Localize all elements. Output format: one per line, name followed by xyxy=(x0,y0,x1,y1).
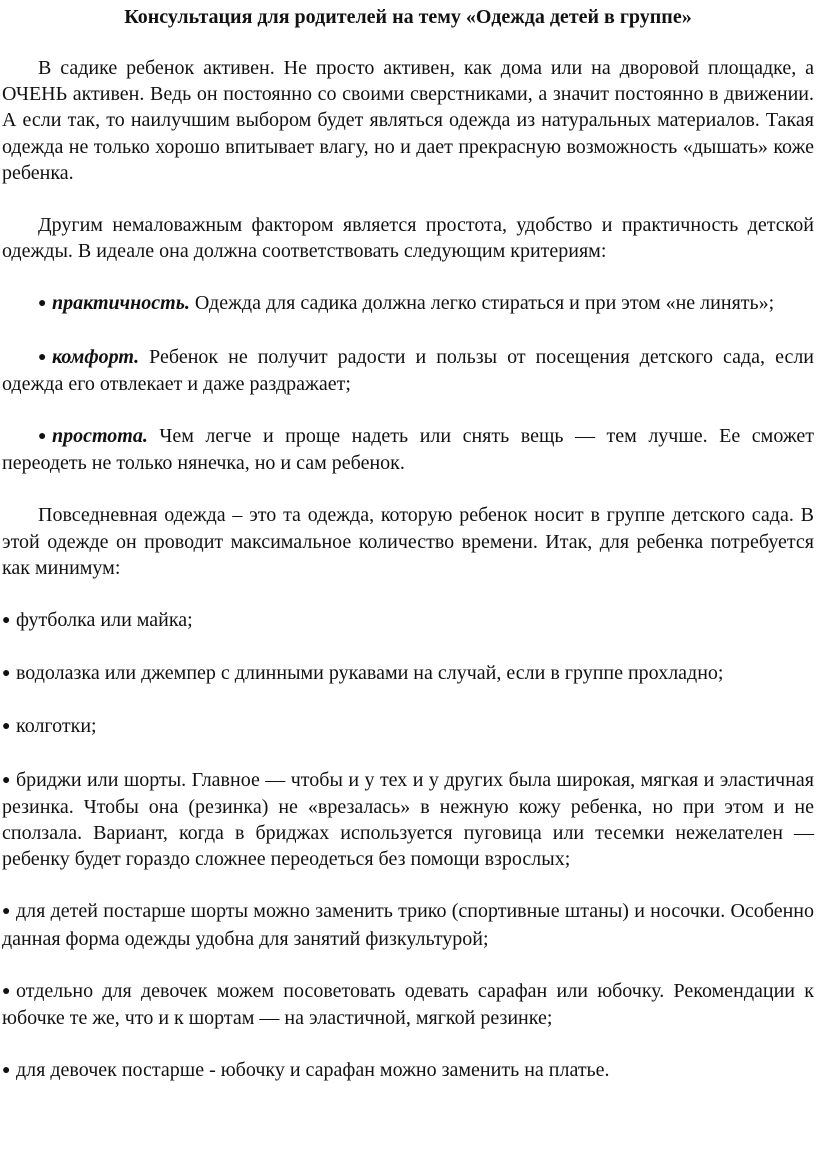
criteria-term: практичность. xyxy=(52,292,190,315)
spacer xyxy=(2,397,814,423)
bullet-icon: ● xyxy=(38,296,47,312)
clothing-item-text: отдельно для девочек можем посоветовать одевать сарафан или юбочку. Рекомендации к юбочке те же, что и к шортам — на эластичной, мягкой резинке; xyxy=(2,979,814,1030)
criteria-text: Чем легче и проще надеть или снять вещь — тем лучше. Ее сможет переодеть не только нянечка, но и сам ребенок. xyxy=(2,425,814,475)
bullet-icon: ● xyxy=(2,1063,11,1079)
spacer xyxy=(2,1031,814,1057)
criteria-term: комфорт. xyxy=(52,345,140,368)
clothing-item-text: колготки; xyxy=(16,715,97,738)
spacer xyxy=(2,318,814,344)
spacer xyxy=(2,741,814,767)
bullet-icon: ● xyxy=(2,983,11,999)
intro-paragraph-2: Другим немаловажным фактором является простота, удобство и практичность детской одежды. В идеале она должна соответствовать следующим критериям: xyxy=(2,214,814,263)
clothing-item-sundress xyxy=(2,978,814,1031)
clothing-item-dress xyxy=(2,1057,814,1084)
spacer xyxy=(2,264,814,290)
spacer xyxy=(2,634,814,660)
bullet-icon: ● xyxy=(2,904,11,920)
criteria-text: Ребенок не получит радости и пользы от посещения детского сада, если одежда его отвлекает и даже раздражает; xyxy=(2,345,814,395)
everyday-clothing-paragraph: Повседневная одежда – это та одежда, которую ребенок носит в группе детского сада. В этой одежде он проводит максимальное количество времени. Итак, для ребенка потребуется как минимум: xyxy=(2,504,814,579)
spacer xyxy=(2,186,814,212)
clothing-item-text: футболка или майка; xyxy=(16,609,193,632)
criteria-item-practicality xyxy=(2,290,814,317)
criteria-text: Одежда для садика должна легко стираться и при этом «не линять»; xyxy=(189,292,775,315)
criteria-item-comfort xyxy=(2,344,814,397)
clothing-item-text: бриджи или шорты. Главное — чтобы и у тех и у других была широкая, мягкая и эластичная резинка. Чтобы она (резинка) не «врезалась» в нежную кожу ребенка, но при этом и не сползала. Вариант, когда в бриджах используется пуговица или тесемки нежелателен — ребенку будет гораздо сложнее переодеться без помощи взрослых; xyxy=(2,768,814,871)
clothing-item-tshirt xyxy=(2,607,814,634)
bullet-icon: ● xyxy=(38,349,47,365)
clothing-item-tights xyxy=(2,713,814,740)
clothing-item-turtleneck xyxy=(2,660,814,687)
spacer xyxy=(2,30,814,55)
bullet-icon: ● xyxy=(2,719,11,735)
clothing-item-text: для девочек постарше - юбочку и сарафан можно заменить на платье. xyxy=(16,1059,610,1082)
spacer xyxy=(2,687,814,713)
clothing-item-text: водолазка или джемпер с длинными рукавами на случай, если в группе прохладно; xyxy=(16,662,724,685)
spacer xyxy=(2,952,814,978)
criteria-item-simplicity xyxy=(2,423,814,476)
intro-paragraph-1: В садике ребенок активен. Не просто активен, как дома или на дворовой площадке, а ОЧЕНЬ активен. Ведь он постоянно со своими сверстниками, а значит постоянно в движении. А если так, то наилучшим выбором будет являться одежда из натуральных материалов. Такая одежда не только хорошо впитывает влагу, но и дает прекрасную возможность «дышать» коже ребенка. xyxy=(2,57,814,184)
bullet-icon: ● xyxy=(2,666,11,682)
spacer xyxy=(2,872,814,898)
document-title: Консультация для родителей на тему «Одежда детей в группе» xyxy=(124,6,692,28)
clothing-item-shorts xyxy=(2,767,814,873)
bullet-icon: ● xyxy=(2,772,11,788)
spacer xyxy=(2,581,814,607)
bullet-icon: ● xyxy=(38,429,47,445)
bullet-icon: ● xyxy=(2,613,11,629)
criteria-term: простота. xyxy=(52,425,148,448)
spacer xyxy=(2,476,814,502)
clothing-item-tracksuit xyxy=(2,898,814,951)
clothing-item-text: для детей постарше шорты можно заменить трико (спортивные штаны) и носочки. Особенно данная форма одежды удобна для занятий физкультурой; xyxy=(2,900,814,950)
